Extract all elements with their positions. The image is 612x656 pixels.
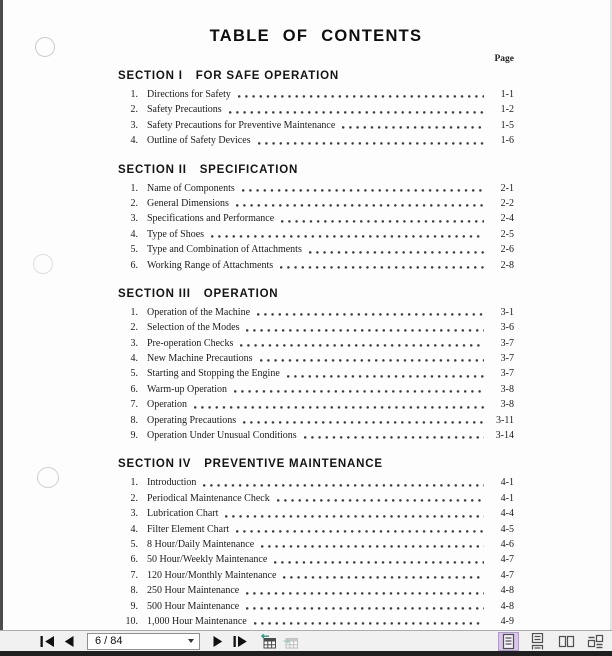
toc-item-number: 3.: [130, 213, 138, 225]
dot-leader: [222, 102, 492, 117]
toc-item-page: 4-9: [500, 615, 514, 627]
toc-item: [118, 181, 514, 196]
toc-item-title: Type of Shoes: [147, 228, 205, 240]
previous-view-table-arrow-icon: [259, 634, 277, 649]
section-number: SECTION IV: [118, 458, 192, 471]
binder-hole: [37, 467, 59, 488]
toc-item-page: 2-4: [500, 213, 514, 225]
toc-content: [118, 0, 514, 629]
section-heading: [118, 164, 514, 176]
toc-item-number: 5.: [130, 538, 138, 550]
toc-item-number: 3.: [130, 337, 138, 349]
toc-item-title: 8 Hour/Daily Maintenance: [147, 538, 255, 550]
toc-item-page: 1-2: [500, 104, 514, 116]
next-page-button[interactable]: [207, 632, 229, 650]
toc-item-title: Operation Under Unusual Conditions: [147, 430, 297, 442]
toc-item-title: General Dimensions: [147, 197, 229, 209]
section-number: SECTION II: [118, 163, 187, 176]
toc-item: [118, 211, 514, 226]
toc-item-number: 7.: [130, 399, 138, 411]
next-page-icon: [213, 636, 223, 647]
toc-item-number: 2.: [130, 322, 138, 334]
toc-item-title: Warm-up Operation: [147, 383, 227, 395]
toc-item-number: 9.: [130, 600, 138, 612]
toc-item-page: 4-8: [500, 585, 514, 597]
toc-item-title: Filter Element Chart: [147, 523, 230, 535]
dot-leader: [239, 583, 492, 598]
toc-item-number: 5.: [130, 244, 138, 256]
last-page-button[interactable]: [229, 632, 251, 650]
combo-dropdown-arrow-icon: [188, 639, 194, 643]
toc-item-number: 2.: [130, 104, 138, 116]
toc-item-page: 3-7: [500, 337, 514, 349]
toc-item-page: 4-8: [500, 600, 514, 612]
toc-item-number: 4.: [130, 353, 138, 365]
layout-facing-button[interactable]: [556, 632, 577, 651]
dot-leader: [239, 320, 492, 335]
toc-item-page: 4-5: [500, 523, 514, 535]
dot-leader: [235, 181, 492, 196]
toc-item-number: 8.: [130, 585, 138, 597]
toc-item-title: 500 Hour Maintenance: [147, 600, 240, 612]
toc-item-title: Working Range of Attachments: [147, 259, 274, 271]
dot-leader: [274, 211, 492, 226]
page-layout-group: [498, 632, 606, 651]
layout-continuous-button[interactable]: [527, 632, 548, 651]
last-page-icon: [233, 636, 248, 647]
toc-item-title: Pre-operation Checks: [147, 337, 234, 349]
toc-item-page: 2-1: [500, 182, 514, 194]
toc-item-title: Operation: [147, 399, 187, 411]
toc-item: [118, 133, 514, 148]
toc-item-number: 1.: [130, 182, 138, 194]
toc-item: [118, 196, 514, 211]
toc-item-page: 1-5: [500, 119, 514, 131]
toc-item-title: Safety Precautions for Preventive Maintenance: [147, 119, 336, 131]
page-indicator: 6 / 84: [95, 635, 123, 647]
toc-item: [118, 242, 514, 257]
toc-item-page: 1-6: [500, 135, 514, 147]
first-page-button[interactable]: [36, 632, 58, 650]
toc-item-title: Operating Precautions: [147, 414, 237, 426]
toc-item-title: 120 Hour/Monthly Maintenance: [147, 569, 277, 581]
dot-leader: [239, 599, 492, 614]
page-column-header: Page: [494, 54, 514, 64]
toc-item-page: 4-4: [500, 508, 514, 520]
binder-hole: [33, 35, 57, 59]
binder-hole: [33, 254, 53, 274]
toc-item-page: 3-14: [495, 430, 514, 442]
page-title: TABLE OF CONTENTS: [209, 27, 423, 45]
first-page-icon: [40, 636, 55, 647]
continuous-layout-icon: [530, 633, 545, 650]
section-name: OPERATION: [203, 287, 279, 300]
scan-left-edge: [0, 0, 3, 630]
toc-item-page: 2-6: [500, 244, 514, 256]
window-bottom-edge: [0, 651, 612, 656]
dot-leader: [250, 305, 492, 320]
toc-item-title: Outline of Safety Devices: [147, 135, 251, 147]
toc-item-title: Safety Precautions: [147, 104, 222, 116]
toc-item-page: 3-8: [500, 383, 514, 395]
toc-item-page: 3-11: [496, 414, 514, 426]
toc-item-number: 8.: [130, 414, 138, 426]
toc-item-page: 4-7: [500, 554, 514, 566]
toc-item: [118, 397, 514, 412]
toc-item-number: 1.: [130, 477, 138, 489]
toc-item: [118, 428, 514, 443]
dot-leader: [297, 428, 492, 443]
toc-item-page: 2-8: [500, 259, 514, 271]
dot-leader: [236, 413, 492, 428]
section-number: SECTION III: [118, 287, 191, 300]
prev-view-button[interactable]: [257, 632, 279, 650]
next-view-button[interactable]: [279, 632, 301, 650]
facing-pages-layout-icon: [558, 633, 575, 650]
toc-item: [118, 320, 514, 335]
toc-item: [118, 413, 514, 428]
toc-item-number: 6.: [130, 259, 138, 271]
toc-item-page: 3-7: [500, 368, 514, 380]
toc-item-page: 3-8: [500, 399, 514, 411]
section-heading: [118, 288, 514, 300]
dot-leader: [273, 258, 492, 273]
continuous-facing-layout-icon: [587, 633, 604, 650]
toc-item-title: 1,000 Hour Maintenance: [147, 615, 247, 627]
toc-item: [118, 227, 514, 242]
toc-item-number: 4.: [130, 523, 138, 535]
viewer-toolbar: [0, 630, 612, 651]
prev-page-button[interactable]: [58, 632, 80, 650]
toc-item-number: 10.: [125, 615, 138, 627]
toc-item: [118, 118, 514, 133]
section-name: SPECIFICATION: [199, 163, 299, 176]
dot-leader: [218, 506, 492, 521]
section-items: [118, 181, 514, 273]
toc-item-number: 9.: [130, 430, 138, 442]
dot-leader: [187, 397, 492, 412]
toc-item-title: Selection of the Modes: [147, 322, 240, 334]
toc-item: [118, 351, 514, 366]
dot-leader: [231, 87, 492, 102]
section-items: [118, 475, 514, 629]
toc-item: [118, 87, 514, 102]
section-items: [118, 305, 514, 444]
toc-item-title: 50 Hour/Weekly Maintenance: [147, 554, 268, 566]
toc-item-title: Lubrication Chart: [147, 508, 219, 520]
dot-leader: [270, 491, 492, 506]
toc-item-number: 2.: [130, 492, 138, 504]
section-name: PREVENTIVE MAINTENANCE: [204, 458, 383, 471]
toc-item: [118, 552, 514, 567]
dot-leader: [229, 196, 492, 211]
dot-leader: [276, 568, 492, 583]
section-heading: [118, 70, 514, 82]
toc-item-number: 5.: [130, 368, 138, 380]
toc-item-number: 4.: [130, 228, 138, 240]
toc-item: [118, 475, 514, 490]
toc-item: [118, 366, 514, 381]
dot-leader: [280, 366, 492, 381]
page-number-combobox[interactable]: [87, 633, 200, 650]
dot-leader: [253, 351, 492, 366]
toc-item: [118, 336, 514, 351]
toc-item-page: 4-7: [500, 569, 514, 581]
toc-item: [118, 568, 514, 583]
toc-item: [118, 102, 514, 117]
toc-item-number: 1.: [130, 89, 138, 100]
toc-item-number: 7.: [130, 569, 138, 581]
dot-leader: [227, 382, 492, 397]
dot-leader: [254, 537, 492, 552]
toc-section-3: [118, 288, 514, 444]
toc-item-page: 3-7: [500, 353, 514, 365]
toc-item-page: 3-6: [500, 322, 514, 334]
toc-item-title: Name of Components: [147, 182, 235, 194]
toc-item-page: 3-1: [500, 306, 514, 318]
toc-item-number: 6.: [130, 383, 138, 395]
dot-leader: [335, 118, 492, 133]
toc-item-page: 2-5: [500, 228, 514, 240]
toc-item: [118, 583, 514, 598]
toc-item-title: Specifications and Performance: [147, 213, 275, 225]
toc-item-number: 1.: [130, 306, 138, 318]
toc-item-title: New Machine Precautions: [147, 353, 253, 365]
toc-section-4: [118, 458, 514, 629]
toc-item: [118, 599, 514, 614]
dot-leader: [233, 336, 492, 351]
previous-page-icon: [64, 636, 74, 647]
toc-item-number: 6.: [130, 554, 138, 566]
toc-item-title: Periodical Maintenance Check: [147, 492, 270, 504]
toc-item-page: 1-1: [500, 89, 514, 100]
toc-item: [118, 258, 514, 273]
toc-item: [118, 491, 514, 506]
next-view-table-arrow-icon: [281, 634, 299, 649]
toc-section-2: [118, 164, 514, 273]
dot-leader: [247, 614, 492, 629]
single-page-layout-icon: [501, 633, 516, 650]
toc-item: [118, 382, 514, 397]
dot-leader: [302, 242, 492, 257]
section-number: SECTION I: [118, 70, 183, 82]
dot-leader: [196, 475, 492, 490]
toc-item-number: 2.: [130, 197, 138, 209]
toc-item: [118, 614, 514, 629]
toc-item-title: Directions for Safety: [147, 89, 231, 100]
toc-item-title: Starting and Stopping the Engine: [147, 368, 280, 380]
toc-item-page: 2-2: [500, 197, 514, 209]
section-heading: [118, 458, 514, 470]
layout-continuous-facing-button[interactable]: [585, 632, 606, 651]
toc-item-title: Operation of the Machine: [147, 306, 251, 318]
toc-item: [118, 537, 514, 552]
dot-leader: [204, 227, 492, 242]
section-name: FOR SAFE OPERATION: [195, 70, 339, 82]
toc-item: [118, 305, 514, 320]
toc-item-page: 4-1: [500, 492, 514, 504]
toc-item-title: 250 Hour Maintenance: [147, 585, 240, 597]
dot-leader: [251, 133, 492, 148]
toc-item-number: 4.: [130, 135, 138, 147]
toc-item-number: 3.: [130, 119, 138, 131]
toc-item-title: Introduction: [147, 477, 197, 489]
page-navigation-group: [36, 632, 301, 650]
toc-item-page: 4-6: [500, 538, 514, 550]
toc-item: [118, 522, 514, 537]
toc-item: [118, 506, 514, 521]
toc-item-page: 4-1: [500, 477, 514, 489]
layout-single-page-button[interactable]: [498, 632, 519, 651]
toc-section-1: [118, 70, 514, 149]
dot-leader: [229, 522, 492, 537]
dot-leader: [267, 552, 492, 567]
toc-item-number: 3.: [130, 508, 138, 520]
section-items: [118, 87, 514, 149]
toc-item-title: Type and Combination of Attachments: [147, 244, 302, 256]
